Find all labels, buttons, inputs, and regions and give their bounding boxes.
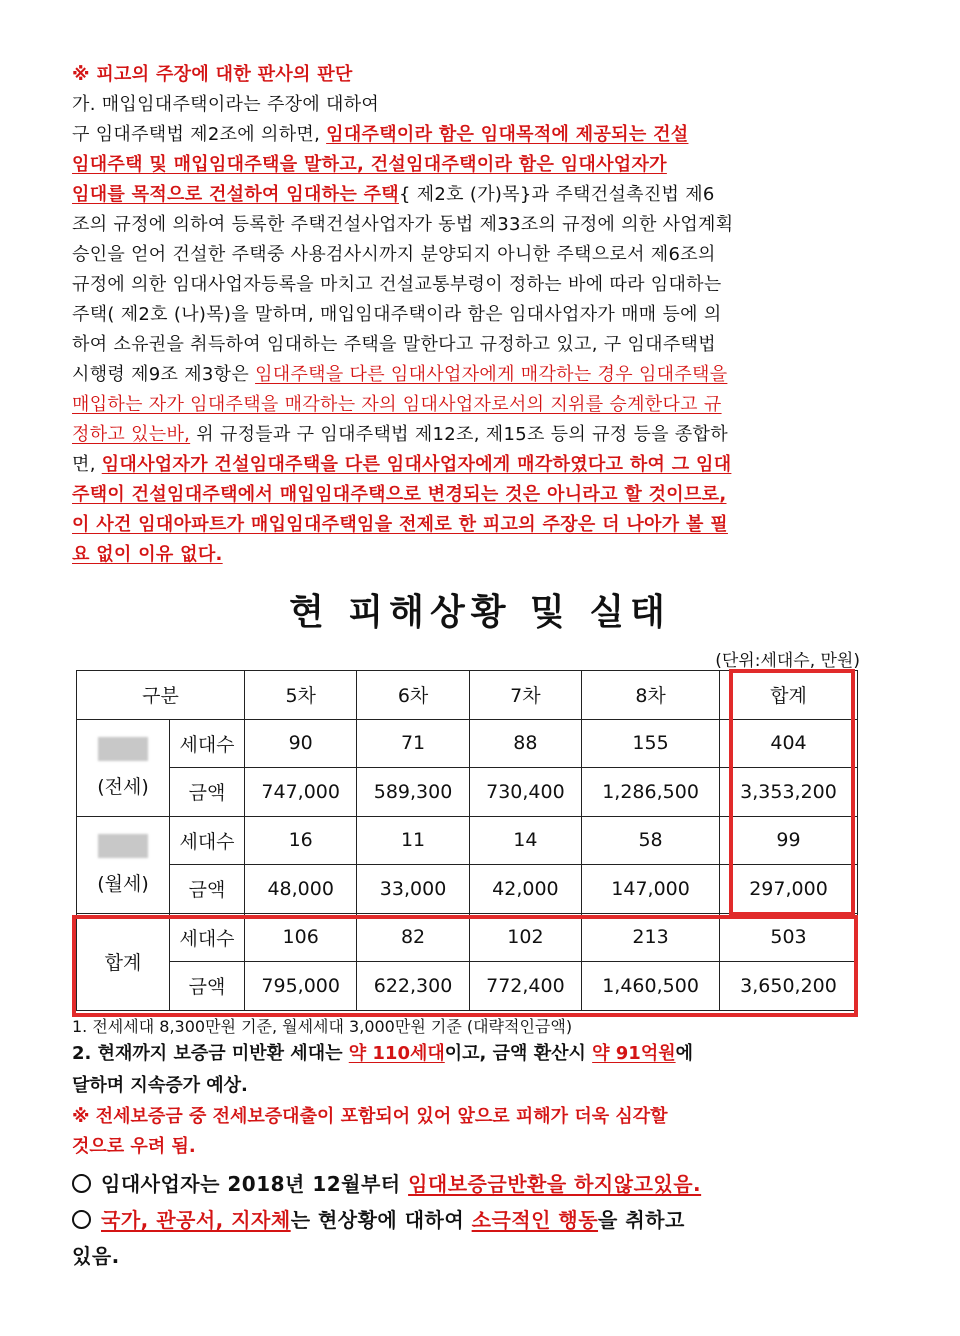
text-span: 는 현상황에 대하여 (290, 1208, 472, 1232)
judgment-section (72, 60, 862, 570)
group-label-cell: 합계 (77, 913, 170, 1010)
highlighted-text: 소극적인 행동 (471, 1208, 599, 1232)
note-warning: ※ 전세보증금 중 전세보증대출이 포함되어 있어 앞으로 피해가 더욱 심각할 (72, 1106, 668, 1127)
text-span: 을 취하고 (598, 1208, 685, 1232)
page-title: 현 피해상황 및 실태 (289, 592, 671, 633)
table-cell: 14 (469, 816, 581, 865)
table-cell: 3,650,200 (720, 962, 858, 1011)
table-cell: 795,000 (245, 962, 357, 1011)
group-label: (월세) (97, 872, 149, 895)
table-cell: 622,300 (357, 962, 469, 1011)
note-unreturned (72, 1038, 872, 1070)
highlighted-text: 임대보증금반환을 하지않고있음. (408, 1172, 702, 1196)
circle-bullet-icon (72, 1174, 91, 1193)
table-cell: 503 (720, 913, 858, 962)
table-cell: 58 (582, 816, 720, 865)
highlighted-text: 약 91억원 (592, 1043, 676, 1064)
highlighted-text: 임대주택이라 함은 임대목적에 제공되는 건설 (326, 124, 689, 145)
table-cell: 213 (582, 913, 720, 962)
group-label-cell (77, 816, 170, 913)
row-label: 금액 (170, 865, 245, 914)
table-cell: 1,460,500 (582, 962, 720, 1011)
table-cell: 42,000 (469, 865, 581, 914)
table-cell: 1,286,500 (582, 768, 720, 817)
text-span: 면, (72, 454, 102, 475)
table-cell: 730,400 (469, 768, 581, 817)
bullet-item-cont: 있음. (72, 1244, 120, 1268)
table-cell: 11 (357, 816, 469, 865)
text-line: 규정에 의한 임대사업자등록을 마치고 건설교통부령이 정하는 바에 따라 임대하는 (72, 274, 722, 295)
text-span: 구 임대주택법 제2조에 의하면, (72, 124, 327, 145)
table-cell: 155 (582, 719, 720, 768)
highlighted-text: 임대를 목적으로 건설하여 임대하는 주택 (72, 184, 399, 205)
total-row-highlight (72, 915, 858, 1017)
row-label: 금액 (170, 768, 245, 817)
note-warning-cont: 것으로 우려 됨. (72, 1136, 196, 1157)
text-line (72, 180, 862, 210)
text-span: 이고, 금액 환산시 (444, 1043, 593, 1064)
circle-bullet-icon (72, 1210, 91, 1229)
group-label: (전세) (97, 775, 149, 798)
highlighted-line: 주택이 건설임대주택에서 매입임대주택으로 변경되는 것은 아니라고 할 것이므로, (72, 484, 727, 505)
text-span: 임대사업자는 2018년 12월부터 (101, 1172, 409, 1196)
highlighted-text: 약 110세대 (348, 1043, 445, 1064)
table-cell: 90 (245, 719, 357, 768)
total-column-highlight (729, 669, 855, 916)
judgment-heading: ※ 피고의 주장에 대한 판사의 판단 (72, 64, 353, 85)
highlighted-text: 임대주택을 다른 임대사업자에게 매각하는 경우 임대주택을 (255, 364, 728, 385)
row-label: 금액 (170, 962, 245, 1011)
bullet-item (72, 1202, 872, 1238)
header-cell: 6차 (357, 671, 469, 720)
text-line (72, 420, 862, 450)
note-basis: 1. 전세세대 8,300만원 기준, 월세세대 3,000만원 기준 (대략적인금액) (72, 1017, 573, 1036)
text-line (72, 360, 862, 390)
table-cell: 589,300 (357, 768, 469, 817)
highlighted-text: 국가, 관공서, 지자체 (101, 1208, 291, 1232)
header-cell: 8차 (582, 671, 720, 720)
subsection-title: 가. 매입임대주택이라는 주장에 대하여 (72, 94, 380, 115)
header-cell: 5차 (245, 671, 357, 720)
table-cell: 48,000 (245, 865, 357, 914)
table-cell: 747,000 (245, 768, 357, 817)
table-cell: 147,000 (582, 865, 720, 914)
row-label: 세대수 (170, 913, 245, 962)
note-unreturned-cont: 달하며 지속증가 예상. (72, 1075, 248, 1096)
highlighted-text: 임대사업자가 건설임대주택을 다른 임대사업자에게 매각하였다고 하여 그 임대 (101, 454, 732, 475)
text-line (72, 120, 862, 150)
text-span: 시행령 제9조 제3항은 (72, 364, 256, 385)
text-span: 위 규정들과 구 임대주택법 제12조, 제15조 등의 규정 등을 종합하 (190, 424, 728, 445)
highlighted-line: 요 없이 이유 없다. (72, 544, 223, 565)
table-cell: 404 (720, 719, 858, 768)
text-line (72, 450, 862, 480)
table-cell: 3,353,200 (720, 768, 858, 817)
notes-section (72, 1016, 872, 1274)
text-line: 승인을 얻어 건설한 주택중 사용검사시까지 분양되지 아니한 주택으로서 제6조의 (72, 244, 716, 265)
table-cell: 102 (469, 913, 581, 962)
table-cell: 106 (245, 913, 357, 962)
table-cell: 33,000 (357, 865, 469, 914)
text-span: { 제2호 (가)목}과 주택건설촉진법 제6 (398, 184, 715, 205)
redacted-block (98, 737, 148, 761)
row-label: 세대수 (170, 816, 245, 865)
text-line: 하여 소유권을 취득하여 임대하는 주택을 말한다고 규정하고 있고, 구 임대주택법 (72, 334, 716, 355)
group-label-cell (77, 719, 170, 816)
header-cell: 구분 (77, 671, 245, 720)
text-line: 조의 규정에 의하여 등록한 주택건설사업자가 동법 제33조의 규정에 의한 사업계획 (72, 214, 734, 235)
table-cell: 99 (720, 816, 858, 865)
table-cell: 16 (245, 816, 357, 865)
table-cell: 88 (469, 719, 581, 768)
unit-label: (단위:세대수, 만원) (715, 651, 860, 671)
highlighted-text: 정하고 있는바, (72, 424, 191, 445)
highlighted-line: 이 사건 임대아파트가 매입임대주택임을 전제로 한 피고의 주장은 더 나아가 볼 필 (72, 514, 728, 535)
bullet-item (72, 1166, 872, 1202)
row-label: 세대수 (170, 719, 245, 768)
text-line: 주택( 제2호 (나)목)을 말하며, 매입임대주택이라 함은 임대사업자가 매매 등에 의 (72, 304, 722, 325)
text-span: 2. 현재까지 보증금 미반환 세대는 (72, 1043, 349, 1064)
redacted-block (98, 834, 148, 858)
header-cell: 합계 (720, 671, 858, 720)
header-cell: 7차 (469, 671, 581, 720)
table-cell: 71 (357, 719, 469, 768)
highlighted-line: 매입하는 자가 임대주택을 매각하는 자의 임대사업자로서의 지위를 승계한다고 규 (72, 394, 722, 415)
table-cell: 772,400 (469, 962, 581, 1011)
table-cell: 82 (357, 913, 469, 962)
text-span: 에 (675, 1043, 693, 1064)
highlighted-line: 임대주택 및 매입임대주택을 말하고, 건설임대주택이라 함은 임대사업자가 (72, 154, 667, 175)
table-cell: 297,000 (720, 865, 858, 914)
